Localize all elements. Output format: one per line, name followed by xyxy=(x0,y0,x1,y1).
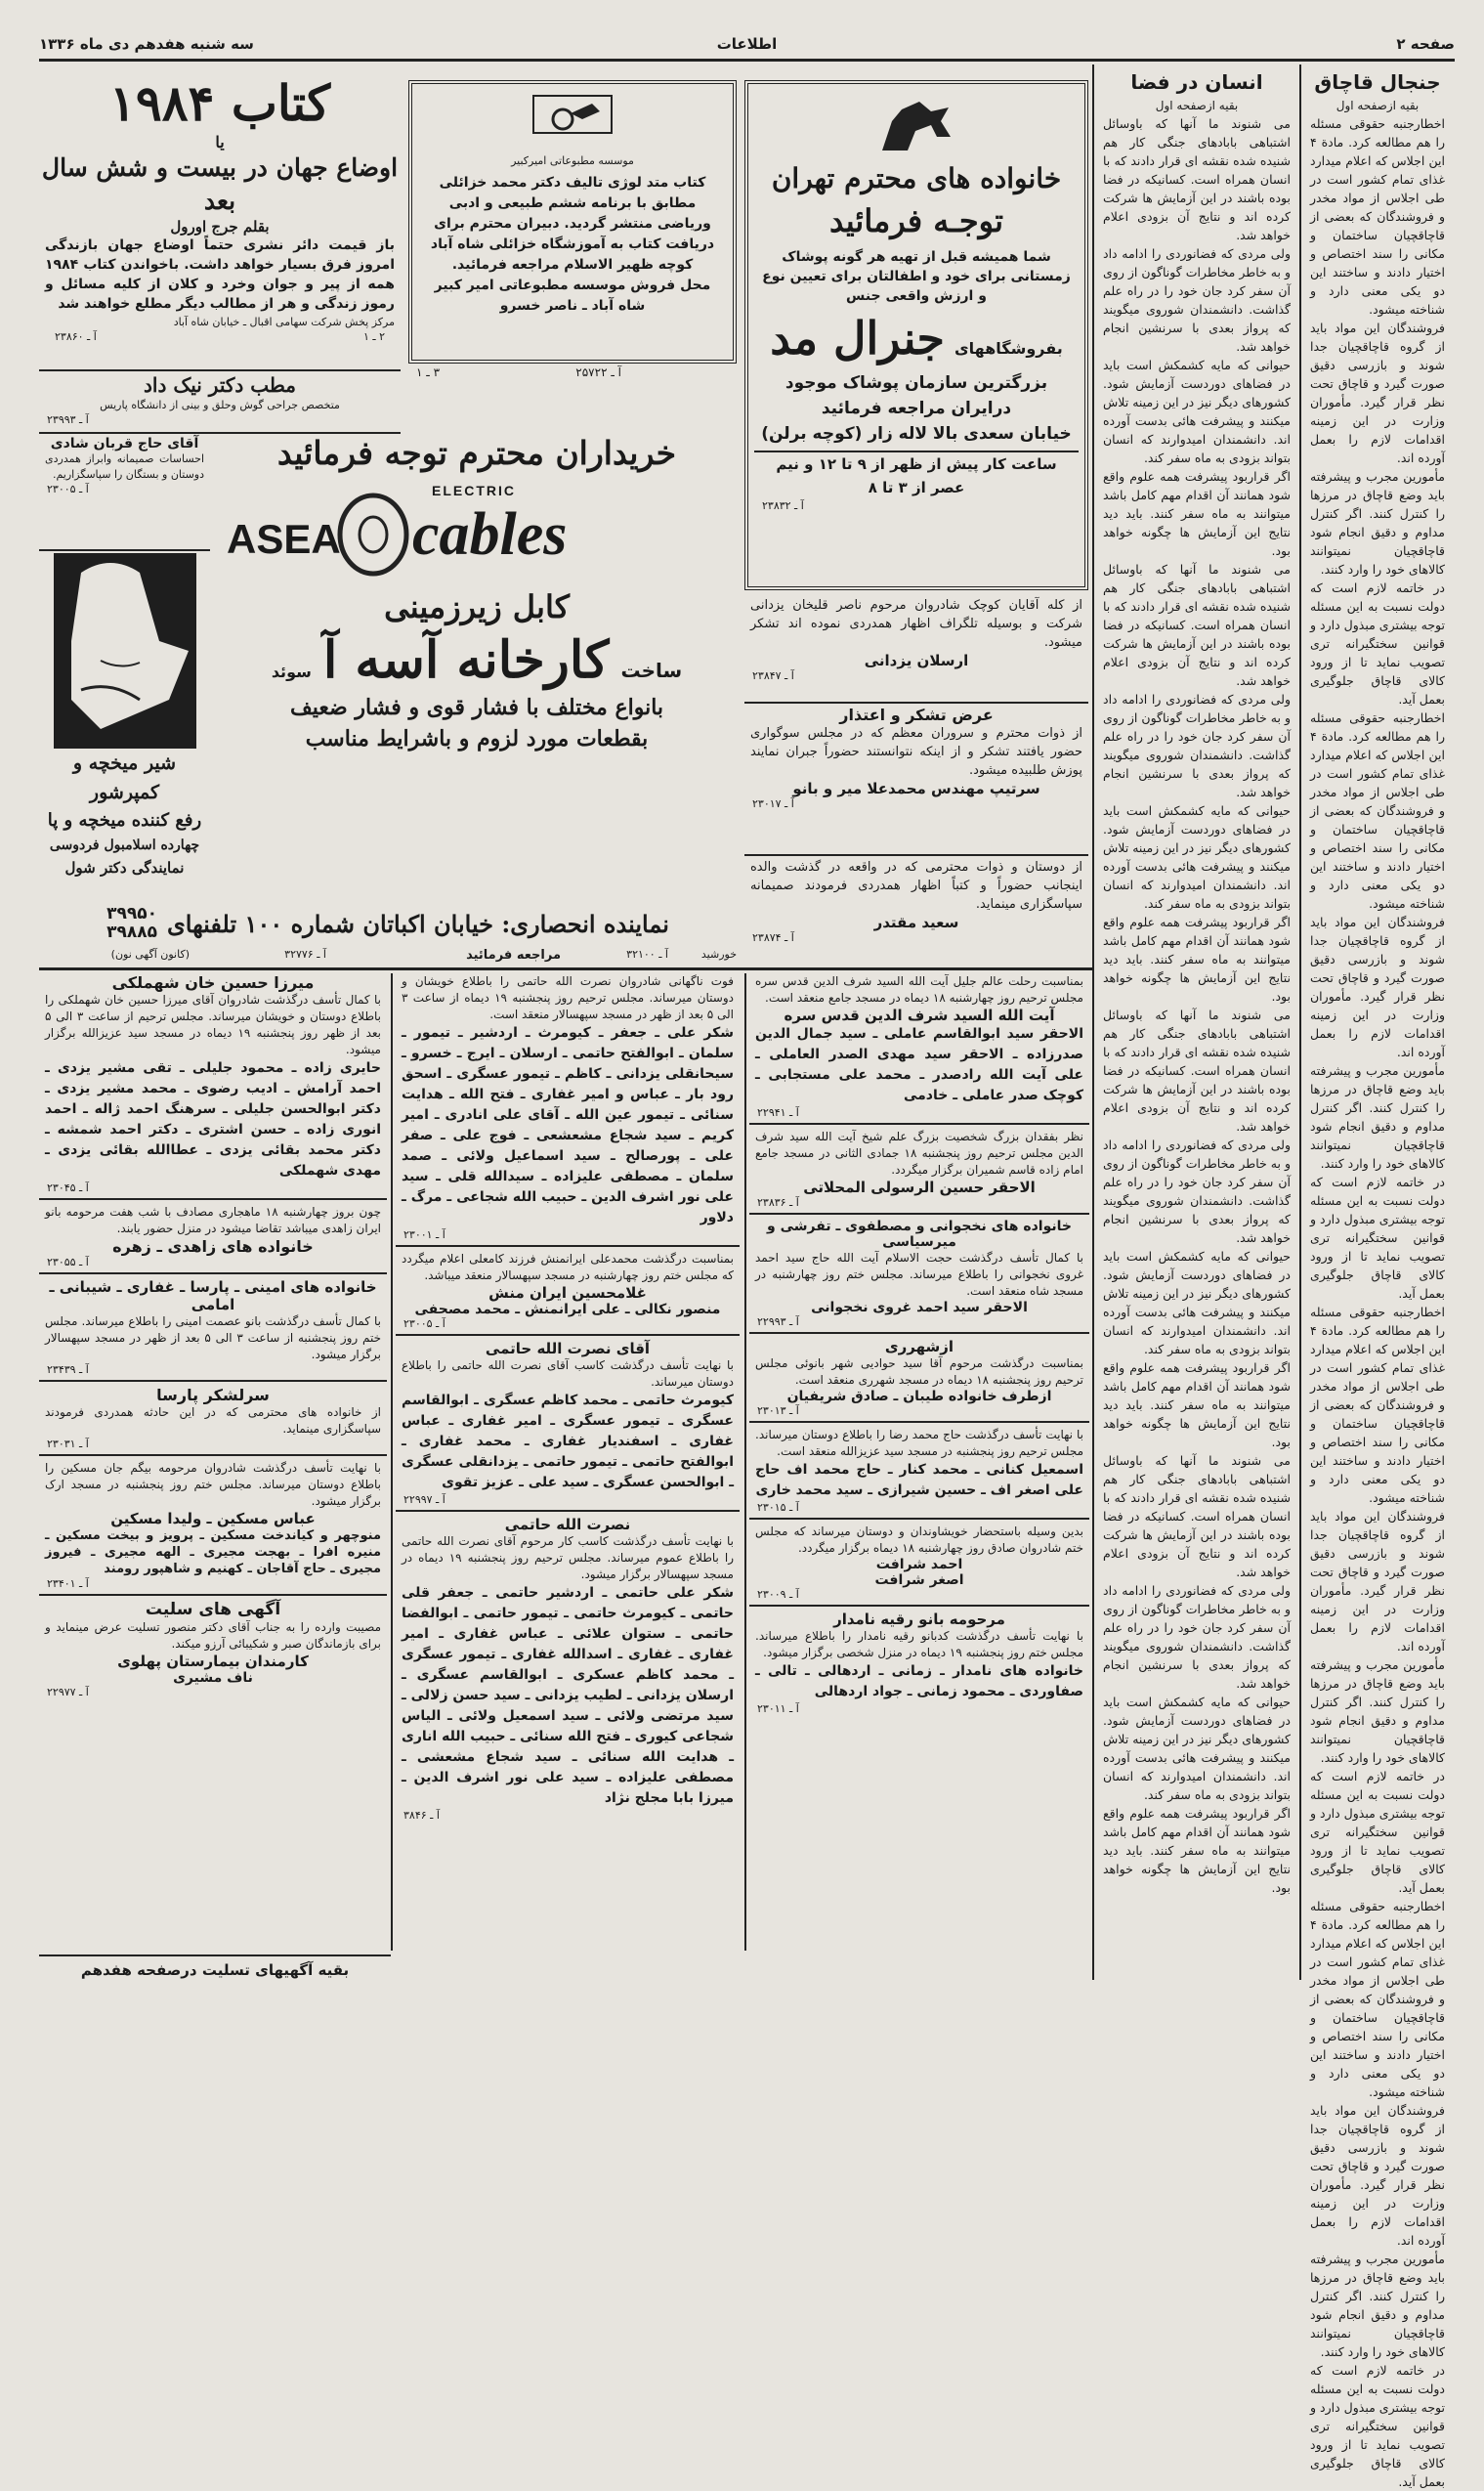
article-body-9: اخطارجنبه حقوقی مسئله را هم مطالعه کرد. مادة ۴ این اجلاس که اعلام میدارد غذای تمام کشور است در طی اجلاس از مواد مخدر و فروشندگان که بعضی از قاچاقچیان ساختمان و مکانی را سند اختصاص و اختیار دادند و ساختند این دو یکی معنی دارد و شناخته میشود. xyxy=(1310,1305,1445,1505)
article-body-9: می شنوند ما آنها که باوسائل اشتباهی بابادهای جنگی کار هم شنیده شده نقشه ای قرار دادند که با انسان همراه است. کسانیکه در فضا بوده باشند در این آزمایش ها شرکت کرده اند و نتایج آن بزودی اعلام خواهد شد. xyxy=(1103,1008,1291,1134)
ad-body: احساسات صمیمانه وابراز همدردی دوستان و بستگان را سپاسگزاریم. xyxy=(45,452,204,481)
ad-asea-cables xyxy=(217,430,737,903)
ad-subtitle: اوضاع جهان در بیست و شش سال بعد xyxy=(41,153,399,215)
header-paper-name: اطلاعات xyxy=(716,35,778,53)
ad-sales: محل فروش موسسه مطبوعاتی امیر کبیر شاه آباد ـ ناصر خسرو xyxy=(434,278,711,314)
header-date: سه شنبه هفدهم دی ماه ۱۳۳۶ xyxy=(39,35,254,53)
notice-hatami-3: نصرت الله حاتمی با نهایت تأسف درگذشت کاسب کار مرحوم آقای نصرت الله حاتمی را باطلاع عموم میرساند. مجلس ترحیم روز پنجشنبه ۱۹ دیماه در مسجد سپهسالار برگزار میشود. شکر علی حاتمی ـ اردشیر حاتمی ـ جعفر قلی حاتمی ـ کیومرث حاتمی ـ تیمور حاتمی ـ ابوالفضا حاتمی ـ ستوان علائی ـ عباس غفاری ـ امیر غفاری ـ غفاری ـ اسدالله غفاری ـ تیمور عسگری ـ محمد کاظم عسکری ـ ابوالقاسم عسگری ـ ارسلان یزدانی ـ لطیب یزدانی ـ سید حسن زلالی ـ سید مرتضی ولائی ـ سید اسمعیل ولائی ـ الیاس شجاعی کیوری ـ فتح الله سنائی ـ حبیب الله اناری ـ هدایت الله سنائی ـ سید شجاع مشعشی ـ مصطفی علیزاده ـ سید علی نور اشرف الدین ـ میرزا بابا مجلج نژاد آ ـ ۳۸۴۶ xyxy=(401,1516,734,1822)
ad-body: شما همیشه قبل از تهیه هر گونه پوشاک زمستانی برای خود و اطفالتان برای تعیین نوع و ارزش واقعی جنس xyxy=(762,249,1071,304)
article-body-2: فروشندگان این مواد باید از گروه قاچاقچیان جدا شوند و بازرسی دقیق صورت گیرد و قاچاق تحت نظر قرار گیرد. مأموران وزارت در این زمینه اقدامات لازم را بعمل آورده اند. xyxy=(1310,321,1445,465)
article-body-4: در خاتمه لازم است که دولت نسبت به این مسئله توجه بیشتری مبذول دارد و قوانین سختگیرانه تری تصویب نماید تا از ورود کالای قاچاق جلوگیری بعمل آید. xyxy=(1310,580,1445,707)
divider xyxy=(39,549,210,551)
ad-line-2: بقطعات مورد لزوم و باشرایط مناسب xyxy=(305,726,649,752)
article-body-16: اگر قراربود پیشرفت همه علوم واقع شود همانند آن اقدام مهم کامل باشد میتوانند به ماه سفر کنند. باید دید نتایج این آزمایش ها چگونه خواهد بود. xyxy=(1103,1806,1291,1895)
ad-author: بقلم جرج اورول xyxy=(170,218,270,236)
notice-iranmanesh: بمناسبت درگذشت محمدعلی ایرانمنش فرزند کامعلی اعلام میگردد که مجلس ختم روز چهارشنبه در مسجد سپهسالار منعقد میباشد. غلامحسین ایران منش منصور نکالی ـ علی ایرانمنش ـ محمد مصحفی آ ـ ۲۳۰۰۵ xyxy=(402,1252,734,1330)
notice-shahmaleki: میرزا حسین خان شهملکی با کمال تأسف درگذشت شادروان آقای میرزا حسین خان شهملکی را باطلاع دوستان و خویشان میرساند. مجلس ترحیم از ساعت ۳ الی ۵ بعد از ظهر روز پنجشنبه ۱۹ دیماه در مسجد سید عزیزالله برگزار میشود. حایری زاده ـ محمود جلیلی ـ تقی مشیر یزدی ـ احمد آرامش ـ ادیب رضوی ـ محمد مشیر یزدی ـ دکتر ابوالحسن جلیلی ـ سرهنگ احمد ژاله ـ احمد انوری زاده ـ حسن اشتری ـ دکتر احمد شمشه ـ دکتر محمد بقائی یزدی ـ عطاالله بقائی یزدی ـ مهدی شهملکی آ ـ ۲۳۰۴۵ xyxy=(45,973,381,1194)
agent-text: نماینده انحصاری: خیابان اکباتان شماره ۱۰۰ تلفنهای xyxy=(167,909,669,938)
column-divider xyxy=(744,973,746,1951)
cable-fa: کابل زیرزمینی xyxy=(384,588,570,625)
ad-body: کتاب متد لوژی تالیف دکتر محمد خزائلی مطابق با برنامه ششم طبیعی و ادبی وریاضی منتشر گردید. دبیران محترم برای دریافت کتاب به آموزشگاه خزائلی شاه آباد کوچه ظهیر الاسلام مراجعه فرمائید. xyxy=(430,175,715,273)
notice-haj-mohammad-reza: با نهایت تأسف درگذشت حاج محمد رضا را باطلاع دوستان میرساند. مجلس ترحیم روز پنجشنبه در مسجد سید عزیزالله منعقد است. اسمعیل کنانی ـ محمد کنار ـ حاج محمد اف حاج علی اصغر اف ـ حسین شیرازی ـ سید محمد خاری آ ـ ۲۳۰۱۵ xyxy=(755,1428,1083,1514)
notices-middle-column xyxy=(396,973,740,1951)
article-title: انسان در فضا xyxy=(1130,70,1263,94)
ad-line-1: بانواع مختلف با فشار قوی و فشار ضعیف xyxy=(289,695,664,720)
chariot-logo-icon xyxy=(420,92,725,152)
article-body-5: می شنوند ما آنها که باوسائل اشتباهی بابادهای جنگی کار هم شنیده شده نقشه ای قرار دادند که با انسان همراه است. کسانیکه در فضا بوده باشند در این آزمایش ها شرکت کرده اند و نتایج آن بزودی اعلام خواهد شد. xyxy=(1103,562,1291,688)
article-body: اخطارجنبه حقوقی مسئله را هم مطالعه کرد. مادة ۴ این اجلاس که اعلام میدارد غذای تمام کشور است در طی اجلاس از مواد مخدر و فروشندگان که بعضی از قاچاقچیان ساختمان و مکانی را سند اختصاص و اختیار دادند و ساختند این دو یکی معنی دارد و شناخته میشود. xyxy=(1310,116,1445,317)
faucet-line-2: رفع کننده میخچه و پا xyxy=(47,810,202,831)
article-body-15: مأمورین مجرب و پیشرفته باید وضع قاچاق در مرزها را کنترل کنند. اگر کنترل مداوم و دقیق انجام شود قاچاقچیان نمیتوانند کالاهای خود را وارد کنند. xyxy=(1310,2252,1445,2359)
phone-2: ۳۹۸۸۵ xyxy=(106,923,158,942)
notice-body: از ذوات محترم و سروران معظم که در مجلس سوگواری حضور یافتند تشکر و از اینکه نتوانستند حضوراً جبران نمایند پوزش طلبیده میشود. xyxy=(750,726,1082,778)
notice-parsa: سرلشکر پارسا از خانواده های محترمی که در این حادثه همدردی فرمودند سپاسگزاری مینماید. آ ـ ۲۳۰۳۱ xyxy=(45,1386,381,1450)
notices-right-column xyxy=(749,973,1089,1951)
ad-ref: آ ـ ۲۳۹۹۳ xyxy=(47,413,89,426)
article-body-15: حیوانی که مایه کشمکش است باید در فضاهای دوردست آزمایش شود. کشورهای دیگر نیز در این زمینه تلاش میکنند و پیشرفت هائی بدست آورده اند. دانشمندان امیدوارند که انسان بتواند بزودی به ماه سفر کند. xyxy=(1103,1695,1291,1802)
notice-name: سعید مقتدر xyxy=(873,914,959,931)
ad-ref: آ ـ ۲۳۸۳۲ xyxy=(762,499,804,512)
divider xyxy=(744,854,1088,856)
article-body-2: ولی مردی که فضانوردی را ادامه داد و به خاطر مخاطرات گوناگون از روی آن سفر کرد جان خود را در راه علم گذاشت. دانشمندان شوروی میگویند که پرواز بعدی با سرنشین انجام خواهد شد. xyxy=(1103,246,1291,354)
notice-ref: آ ـ ۲۳۸۴۷ xyxy=(752,669,794,682)
article-body-8: در خاتمه لازم است که دولت نسبت به این مسئله توجه بیشتری مبذول دارد و قوانین سختگیرانه تری تصویب نماید تا از ورود کالای قاچاق جلوگیری بعمل آید. xyxy=(1310,1175,1445,1301)
ad-body: باز قیمت دائر نشری حتماً اوضاع جهان بازندگی امروز فرق بسیار خواهد داشت. باخواندن کتاب ۱۹۸۴ همه از پیر و جوان وخرد و کلان از کلیه مسائل و رموز زندگی و هر از مطالب دیگر مطلع خواهند شد xyxy=(45,237,395,312)
article-body-11: حیوانی که مایه کشمکش است باید در فضاهای دوردست آزمایش شود. کشورهای دیگر نیز در این زمینه تلاش میکنند و پیشرفت هائی بدست آورده اند. دانشمندان امیدوارند که انسان بتواند بزودی به ماه سفر کند. xyxy=(1103,1249,1291,1356)
notice-zahedi: چون بروز چهارشنبه ۱۸ ماهجاری مصادف با شب هفت مرحومه بانو ایران زاهدی میباشد تقاضا میشود در منزل حضور یابند. خانواده های زاهدی ـ زهره آ ـ ۲۳۰۵۵ xyxy=(45,1205,381,1268)
notice-mahallati: نظر بفقدان بزرگ شخصیت بزرگ علم شیخ آیت الله سید شرف الدین مجلس ترحیم روز پنجشنبه ۱۸ جمادی الثانی در مسجد جامع امام زاده قاسم شمیران برگزار میگردد. الاحقر حسین الرسولی المحلاتی آ ـ ۲۳۸۳۶ xyxy=(755,1130,1083,1209)
ad-general-mode xyxy=(744,80,1088,590)
article-body: می شنوند ما آنها که باوسائل اشتباهی بابادهای جنگی کار هم شنیده شده نقشه ای قرار دادند که با انسان همراه است. کسانیکه در فضا بوده باشند در این آزمایش ها شرکت کرده اند و نتایج آن بزودی اعلام خواهد شد. xyxy=(1103,116,1291,242)
article-body-8: اگر قراربود پیشرفت همه علوم واقع شود همانند آن اقدام مهم کامل باشد میتوانند به ماه سفر کنند. باید دید نتایج این آزمایش ها چگونه خواهد بود. xyxy=(1103,915,1291,1004)
article-body-13: اخطارجنبه حقوقی مسئله را هم مطالعه کرد. مادة ۴ این اجلاس که اعلام میدارد غذای تمام کشور است در طی اجلاس از مواد مخدر و فروشندگان که بعضی از قاچاقچیان ساختمان و مکانی را سند اختصاص و اختیار دادند و ساختند این دو یکی معنی دارد و شناخته میشود. xyxy=(1310,1899,1445,2099)
article-space xyxy=(1097,64,1296,1980)
column-divider xyxy=(391,973,393,1951)
notice-ref: آ ـ ۲۳۰۱۷ xyxy=(752,797,794,810)
notice-title: عرض تشکر و اعتذار xyxy=(839,706,994,724)
ad-ref: آ ـ ۲۳۰۰۵ xyxy=(47,483,89,495)
article-body-12: اگر قراربود پیشرفت همه علوم واقع شود همانند آن اقدام مهم کامل باشد میتوانند به ماه سفر کنند. باید دید نتایج این آزمایش ها چگونه خواهد بود. xyxy=(1103,1360,1291,1449)
notice-body: از کله آقایان کوچک شادروان مرحوم ناصر قلیخان یزدانی شرکت و بوسیله تلگراف اظهار همدردی نموده اند تشکر میشود. xyxy=(750,598,1082,650)
article-continued: بقیه ازصفحه اول xyxy=(1155,99,1239,112)
article-body-11: مأمورین مجرب و پیشرفته باید وضع قاچاق در مرزها را کنترل کنند. اگر کنترل مداوم و دقیق انجام شود قاچاقچیان نمیتوانند کالاهای خود را وارد کنند. xyxy=(1310,1657,1445,1765)
ad-doctor xyxy=(39,373,401,430)
column-divider xyxy=(1092,64,1094,1980)
ad-shop-name: جنرال مد xyxy=(770,312,945,365)
page-footer xyxy=(39,1954,391,1984)
article-body-14: فروشندگان این مواد باید از گروه قاچاقچیان جدا شوند و بازرسی دقیق صورت گیرد و قاچاق تحت نظر قرار گیرد. مأموران وزارت در این زمینه اقدامات لازم را بعمل آورده اند. xyxy=(1310,2103,1445,2248)
footer-text: بقیه آگهیهای تسلیت درصفحه هفدهم xyxy=(80,1961,350,1979)
notice-hatami-2: آقای نصرت الله حاتمی با نهایت تأسف درگذشت کاسب آقای نصرت الله حاتمی را باطلاع دوستان میرساند. کیومرث حاتمی ـ محمد کاظم عسگری ـ ابوالقاسم عسگری ـ تیمور عسگری ـ امیر غفاری ـ عباس غفاری ـ اسفندیار غفاری ـ محمد غفاری ـ ابوالفتح حاتمی ـ تیمور حاتمی ـ یزدانقلی عسگری ـ ابوالحسن عسگری ـ سید علی ـ عزیز تقوی آ ـ ۲۲۹۹۷ xyxy=(402,1340,734,1506)
ad-book-1984 xyxy=(39,74,401,367)
notice-body: از دوستان و ذوات محترمی که در واقعه در گذشت والده اینجانب حضوراً و کتباً اظهار همدردی فرمودند صمیمانه سپاسگزاری مینماید. xyxy=(750,860,1082,912)
ad-shop-label: بفروشگاههای xyxy=(954,339,1063,358)
logo-caption: موسسه مطبوعاتی امیرکبیر xyxy=(511,154,634,167)
ad-sales: مرکز پخش شرکت سهامی اقبال ـ خیابان شاه آباد xyxy=(173,316,395,328)
notice-ref: آ ـ ۲۳۸۷۴ xyxy=(752,931,794,944)
ad-haj-ghorban xyxy=(39,436,210,547)
ad-faucet xyxy=(39,553,210,903)
ad-title: کتاب ۱۹۸۴ xyxy=(108,74,331,132)
ad-subtitle: توجـه فرمائید xyxy=(828,202,1004,239)
article-body-7: مأمورین مجرب و پیشرفته باید وضع قاچاق در مرزها را کنترل کنند. اگر کنترل مداوم و دقیق انجام شود قاچاقچیان نمیتوانند کالاهای خود را وارد کنند. xyxy=(1310,1063,1445,1171)
notice-hatami-1: فوت ناگهانی شادروان نصرت الله حاتمی را باطلاع خویشان و دوستان میرساند. مجلس ترحیم روز پنجشنبه ۱۹ دیماه از ساعت ۳ الی ۵ بعد از ظهر در مسجد سپهسالار منعقد است. شکر علی ـ جعفر ـ کیومرث ـ اردشیر ـ تیمور ـ سلمان ـ ابوالفتح حاتمی ـ ارسلان ـ ایرج ـ خسرو ـ سیحانقلی یزدانی ـ کاظم ـ تیمور عسگری ـ اسحق رود بار ـ عباس و امیر غفاری ـ فتح الله ـ هدایت سنائی ـ تیمور عین الله ـ آقای علی انادری ـ امیر کریم ـ سید شجاع مشعشعی ـ فوج علی ـ صفر علی ـ پورصالح ـ سید اسماعیل ولائی ـ صمد سلمان ـ مصطفی علیزاده ـ سیدالله قلی ـ سید علی نور اشرف الدین ـ حبیب الله شجاعی ـ مرگ ـ دلاور آ ـ ۲۳۰۰۱ xyxy=(402,974,734,1241)
article-title: جنجال قاچاق xyxy=(1314,70,1441,94)
notice-shahrerey: ازشهرری بمناسبت درگذشت مرحوم آقا سید حوادیی شهر بانوئی مجلس ترحیم روز پنجشنبه ۱۸ دیماه در مسجد شهرری منعقد است. ازطرف خانواده طیبان ـ صادق شریفیان آ ـ ۲۳۰۱۳ xyxy=(755,1338,1083,1417)
ad-title: آقای حاج قربان شادی xyxy=(50,436,199,451)
header-page-number: صفحه ۲ xyxy=(1396,35,1455,53)
notice-namdar: مرحومه بانو رقیه نامدار با نهایت تأسف درگذشت کدبانو رقیه نامدار را باطلاع میرساند. مجلس ختم روز پنجشنبه ۱۹ دیماه در منزل شخصی برگزار میشود. خانواده های نامدار ـ زمانی ـ اردهالی ـ تالی ـ صفاوردی ـ محمود زمانی ـ جواد اردهالی آ ـ ۲۳۰۱۱ xyxy=(755,1611,1083,1715)
brand-name: ASEA xyxy=(227,516,341,562)
notice-meskin: با نهایت تأسف درگذشت شادروان مرحومه بیگم جان مسکین را باطلاع دوستان میرساند. مجلس ختم روز پنجشنبه در مسجد ارک برگزار میشود. عباس مسکین ـ ولیدا مسکین منوچهر و کیاندخت مسکین ـ پرویز و بیخت مسکین ـ منیره افرا ـ بهجت مجیری ـ الهه مجیری ـ فیروز مجیری ـ حاج آقاجان ـ کهنیم و شاهپور رومند آ ـ ۲۳۴۰۱ xyxy=(45,1461,381,1590)
notices-left-column xyxy=(39,973,387,1951)
notice-nakhjavani: خانواده های نخجوانی و مصطفوی ـ تفرشی و میرسیاسی با کمال تأسف درگذشت حجت الاسلام آیت الله حاج سید احمد غروی نخجوانی را باطلاع میرساند. مجلس ختم روز چهارشنبه در مسجد شاه منعقد است. الاحقر سید احمد غروی نخجوانی آ ـ ۲۲۹۹۳ xyxy=(755,1219,1083,1328)
faucet-line-4: نمایندگی دکتر شول xyxy=(64,859,185,877)
ad-title: مطب دکتر نیک داد xyxy=(143,373,296,397)
article-body-3: حیوانی که مایه کشمکش است باید در فضاهای دوردست آزمایش شود. کشورهای دیگر نیز در این زمینه تلاش میکنند و پیشرفت هائی بدست آورده اند. دانشمندان امیدوارند که انسان بتواند بزودی به ماه سفر کند. xyxy=(1103,358,1291,465)
faucet-line-3: چهارده اسلامبول فردوسی xyxy=(49,837,200,853)
article-body-5: اخطارجنبه حقوقی مسئله را هم مطالعه کرد. مادة ۴ این اجلاس که اعلام میدارد غذای تمام کشور است در طی اجلاس از مواد مخدر و فروشندگان که بعضی از قاچاقچیان ساختمان و مکانی را سند اختصاص و اختیار دادند و ساختند این دو یکی معنی دارد و شناخته میشود. xyxy=(1310,710,1445,911)
lion-logo-icon xyxy=(754,92,1079,160)
ad-hours: ساعت کار پیش از ظهر از ۹ تا ۱۲ و نیم عصر از ۳ تا ۸ xyxy=(754,451,1079,499)
notice-condolence-ads: آگهی های سلیت مصیبت وارده را به جناب آقای دکتر منصور تسلیت عرض مینماید و برای بازماندگان صبر و شکیبائی آرزو میکند. کارمندان بیمارستان پهلوی ناف مشیری آ ـ ۲۲۹۷۷ xyxy=(45,1600,381,1698)
divider xyxy=(39,369,401,371)
article-body-12: در خاتمه لازم است که دولت نسبت به این مسئله توجه بیشتری مبذول دارد و قوانین سختگیرانه تری تصویب نماید تا از ورود کالای قاچاق جلوگیری بعمل آید. xyxy=(1310,1769,1445,1895)
notice-sherafat: بدین وسیله باستحضار خویشاوندان و دوستان میرساند که مجلس ختم شادروان صادق روز چهارشنبه ۱۸ دیماه برگزار میگردد. احمد شرافت اصغر شرافت آ ـ ۲۳۰۰۹ xyxy=(755,1525,1083,1601)
ad-ref-2: ۲ ـ ۱ xyxy=(362,330,385,343)
ad-body-2: بزرگترین سازمان پوشاک موجود درایران مراجعه فرمائید xyxy=(784,373,1048,418)
ad-header: خریداران محترم توجه فرمائید xyxy=(276,434,677,472)
article-continued: بقیه ازصفحه اول xyxy=(1336,99,1420,112)
ad-ya: یا xyxy=(215,133,225,151)
article-body-6: فروشندگان این مواد باید از گروه قاچاقچیان جدا شوند و بازرسی دقیق صورت گیرد و قاچاق تحت نظر قرار گیرد. مأموران وزارت در این زمینه اقدامات لازم را بعمل آورده اند. xyxy=(1310,915,1445,1059)
notice-saeed xyxy=(744,858,1088,948)
article-body-13: می شنوند ما آنها که باوسائل اشتباهی بابادهای جنگی کار هم شنیده شده نقشه ای قرار دادند که با انسان همراه است. کسانیکه در فضا بوده باشند در این آزمایش ها شرکت کرده اند و نتایج آن بزودی اعلام خواهد شد. xyxy=(1103,1453,1291,1579)
article-body-14: ولی مردی که فضانوردی را ادامه داد و به خاطر مخاطرات گوناگون از روی آن سفر کرد جان خود را در راه علم گذاشت. دانشمندان شوروی میگویند که پرواز بعدی با سرنشین انجام خواهد شد. xyxy=(1103,1583,1291,1691)
article-body-16: در خاتمه لازم است که دولت نسبت به این مسئله توجه بیشتری مبذول دارد و قوانین سختگیرانه تری تصویب نماید تا از ورود کالای قاچاق جلوگیری بعمل آید. xyxy=(1310,2363,1445,2489)
country: سوئد xyxy=(271,663,312,681)
factory-name: کارخانه آسه آ xyxy=(322,630,610,690)
ad-address: خیابان سعدی بالا لاله زار (کوچه برلن) xyxy=(761,424,1072,444)
ad-asea-footer: خورشید آ ـ ۳۲۱۰۰ مراجعه فرمائید آ ـ ۳۲۷۷۶ (کانون آگهی نون) xyxy=(110,948,737,963)
cable-drum-icon xyxy=(334,491,412,579)
article-body-7: حیوانی که مایه کشمکش است باید در فضاهای دوردست آزمایش شود. کشورهای دیگر نیز در این زمینه تلاش میکنند و پیشرفت هائی بدست آورده اند. دانشمندان امیدوارند که انسان بتواند بزودی به ماه سفر کند. xyxy=(1103,803,1291,911)
article-smuggling xyxy=(1304,64,1451,2489)
brand-cables: cables xyxy=(412,501,568,568)
article-body-4: اگر قراربود پیشرفت همه علوم واقع شود همانند آن اقدام مهم کامل باشد میتوانند به ماه سفر کنند. باید دید نتایج این آزمایش ها چگونه خواهد بود. xyxy=(1103,469,1291,558)
made-by: ساخت xyxy=(620,659,683,682)
notice-name: سرتیپ مهندس محمدعلا میر و بانو xyxy=(792,780,1040,797)
column-divider xyxy=(1299,64,1301,1980)
faucet-line-1: شیر میخچه و کمپرشور xyxy=(72,752,177,803)
ad-title: خانواده های محترم تهران xyxy=(771,162,1062,194)
ad-amirkabir-book xyxy=(408,80,737,364)
article-body-10: ولی مردی که فضانوردی را ادامه داد و به خاطر مخاطرات گوناگون از روی آن سفر کرد جان خود را در راه علم گذاشت. دانشمندان شوروی میگویند که پرواز بعدی با سرنشین انجام خواهد شد. xyxy=(1103,1138,1291,1245)
ad-amirkabir-ref: ۳ ـ ۱ آ ـ ۲۵۷۲۲ xyxy=(416,365,621,379)
notice-arselan xyxy=(744,596,1088,702)
divider xyxy=(744,702,1088,704)
article-body-3: مأمورین مجرب و پیشرفته باید وضع قاچاق در مرزها را کنترل کنند. اگر کنترل مداوم و دقیق انجام شود قاچاقچیان نمیتوانند کالاهای خود را وارد کنند. xyxy=(1310,469,1445,577)
article-body-6: ولی مردی که فضانوردی را ادامه داد و به خاطر مخاطرات گوناگون از روی آن سفر کرد جان خود را در راه علم گذاشت. دانشمندان شوروی میگویند که پرواز بعدی با سرنشین انجام خواهد شد. xyxy=(1103,692,1291,799)
notice-apology xyxy=(744,706,1088,852)
article-body-10: فروشندگان این مواد باید از گروه قاچاقچیان جدا شوند و بازرسی دقیق صورت گیرد و قاچاق تحت نظر قرار گیرد. مأموران وزارت در این زمینه اقدامات لازم را بعمل آورده اند. xyxy=(1310,1509,1445,1654)
ad-ref: آ ـ ۲۳۸۶۰ xyxy=(55,330,97,343)
notice-sharafeddin: بمناسبت رحلت عالم جلیل آیت الله السید شرف الدین قدس سره مجلس ترحیم روز چهارشنبه ۱۸ دیماه در مسجد جامع منعقد است. آیت الله السید شرف الدین قدس سره الاحقر سید ابوالقاسم عاملی ـ سید جمال الدین صدرزاده ـ الاحقر سید مهدی الصدر العاملی ـ علی آیت الله رادصدر ـ محمد علی مستجابی ـ کوچک صدر عاملی ـ خادمی آ ـ ۲۲۹۴۱ xyxy=(755,974,1083,1119)
page-header xyxy=(39,33,1455,62)
hand-drawing xyxy=(39,553,210,749)
ad-body: متخصص جراحی گوش وحلق و بینی از دانشگاه پاریس xyxy=(100,399,340,411)
phone-1: ۳۹۹۵۰ xyxy=(106,904,158,923)
brand-electric: ELECTRIC xyxy=(432,483,516,498)
notice-name: ارسلان یزدانی xyxy=(864,652,969,669)
section-divider xyxy=(39,967,1092,970)
ad-asea-agent xyxy=(39,905,737,948)
notice-amini: خانواده های امینی ـ پارسا ـ غفاری ـ شیبانی ـ امامی با کمال تأسف درگذشت بانو عصمت امینی را باطلاع میرساند. مجلس ختم روز پنجشنبه از ساعت ۳ الی ۵ بعد از ظهر در مسجد سپهسالار برگزار میشود. آ ـ ۲۳۴۳۹ xyxy=(45,1278,382,1376)
